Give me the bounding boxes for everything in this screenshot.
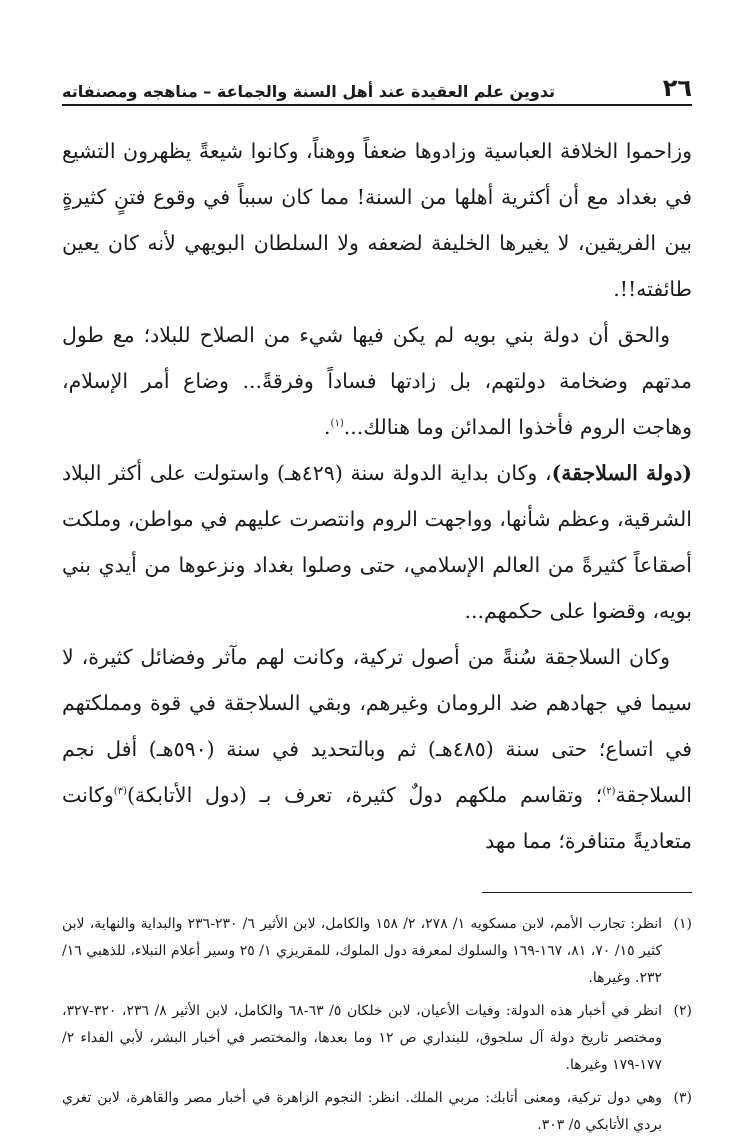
paragraph-4 — [62, 634, 692, 864]
footnote-text: وهي دول تركية، ومعنى أتابك: مربي الملك. انظر: النجوم الزاهرة في أخبار مصر والقاهرة، لابن تغري بردي الأتابكي ٥/ ٣٠٣. — [62, 1090, 662, 1133]
paragraph-2-text: والحق أن دولة بني بويه لم يكن فيها شيء من الصلاح للبلاد؛ مع طول مدتهم وضخامة دولتهم، بل زادتها فساداً وفرقةً... وضاع أمر الإسلام، وهاجت الروم فأخذوا المدائن وما هنالك... — [62, 323, 692, 439]
paragraph-3 — [62, 450, 692, 634]
footnote-separator — [482, 892, 692, 893]
paragraph-4-part-a: وكان السلاجقة سُنةً من أصول تركية، وكانت لهم مآثر وفضائل كثيرة، لا سيما في جهادهم ضد الرومان وغيرهم، وبقي السلاجقة في قوة ومملكتهم في اتساع؛ حتى سنة (٤٨٥هـ) ثم وبالتحديد في سنة (٥٩٠هـ) أفل نجم السلاجقة — [62, 645, 692, 807]
footnote-ref-3: (٣) — [113, 786, 127, 798]
footnote-3 — [62, 1085, 692, 1139]
section-heading-seljuks: (دولة السلاجقة) — [551, 461, 692, 485]
page-header — [62, 60, 692, 106]
paragraph-2-end: . — [324, 415, 331, 439]
running-title: تدوين علم العقيدة عند أهل السنة والجماعة – مناهجه ومصنفاته — [62, 82, 556, 101]
footnote-text: انظر: تجارب الأمم، لابن مسكويه ١/ ٢٧٨، ٢/ ١٥٨ والكامل، لابن الأثير ٦/ ٢٣٠-٢٣٦ والبداية والنهاية، لابن كثير ١٥/ ٧٠، ٨١، ١٦٧-١٦٩ والسلوك لمعرفة دول الملوك، للمقريزي ١/ ٢٥ وسير أعلام النبلاء، للذهبي ١٦/ ٢٣٢. وغيرها. — [62, 916, 663, 986]
page-number: ٢٦ — [662, 74, 692, 102]
footnote-text: انظر في أخبار هذه الدولة: وفيات الأعيان، لابن خلكان ٥/ ٦٣-٦٨ والكامل، لابن الأثير ٨/ ٢٣٦، ٣٢٠-٣٢٧، ومختصر تاريخ دولة آل سلجوق، للبنداري ص ١٢ وما بعدها، والمختصر في أخبار البشر، لأبي الفداء ٢/ ١٧٧-١٧٩ وغيرها. — [62, 1003, 663, 1073]
footnote-ref-1: (١) — [330, 418, 344, 430]
header-rule — [62, 104, 692, 106]
footnote-2 — [62, 998, 692, 1079]
main-text — [62, 128, 692, 864]
footnote-number: (٢) — [673, 1003, 692, 1019]
paragraph-4-part-c: وكانت متعاديةً متنافرة؛ مما مهد — [62, 783, 692, 853]
paragraph-3-text: ، وكان بداية الدولة سنة (٤٢٩هـ) واستولت على أكثر البلاد الشرقية، وعظم شأنها، وواجهت الروم وانتصرت عليهم في مواطن، وملكت أصقاعاً كثيرةً من العالم الإسلامي، حتى وصلوا بغداد ونزعوها من أيدي بني بويه، وقضوا على حكمهم... — [62, 461, 692, 623]
paragraph-1: وزاحموا الخلافة العباسية وزادوها ضعفاً ووهناً، وكانوا شيعةً يظهرون التشيع في بغداد مع أن أكثرية أهلها من السنة! مما كان سبباً في وقوع فتنٍ كثيرةٍ بين الفريقين، لا يغيرها الخليفة لضعفه ولا السلطان البويهي لأنه كان يعين طائفته!!. — [62, 139, 692, 301]
footnote-number: (١) — [673, 916, 692, 932]
book-page — [62, 60, 692, 1133]
footnotes — [62, 911, 692, 1139]
paragraph-2 — [62, 312, 692, 450]
footnote-1 — [62, 911, 692, 992]
footnote-number: (٣) — [673, 1090, 692, 1106]
paragraph-4-part-b: ؛ وتقاسم ملكهم دولٌ كثيرة، تعرف بـ (دول الأتابكة) — [126, 783, 603, 807]
footnote-ref-2: (٢) — [602, 786, 616, 798]
